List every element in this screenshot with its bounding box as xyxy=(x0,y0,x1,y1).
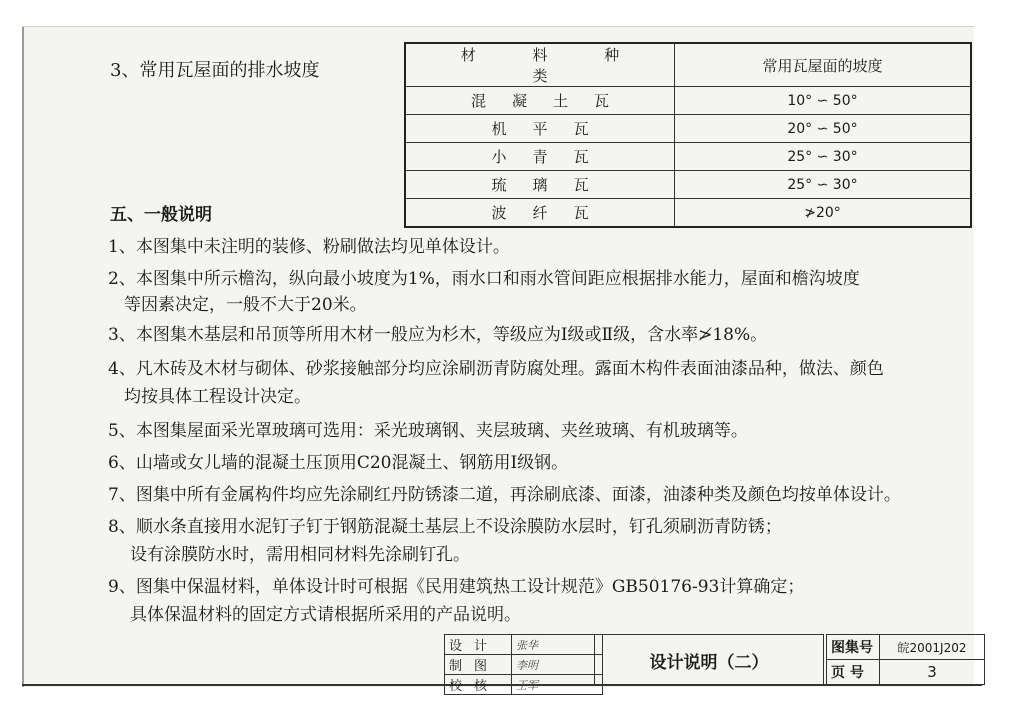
material-cell: 小青瓦 xyxy=(405,143,675,171)
slope-cell: 10° ∽ 50° xyxy=(675,87,972,115)
page-label: 页 号 xyxy=(827,660,880,685)
slope-cell: 25° ∽ 30° xyxy=(675,143,972,171)
signature: 李明 xyxy=(512,655,603,675)
signature: 张华 xyxy=(512,635,603,655)
signature-label: 设计 xyxy=(445,635,512,655)
note-line: 6、山墙或女儿墙的混凝土压顶用C20混凝土、钢筋用Ⅰ级钢。 xyxy=(108,453,569,473)
note-line: 1、本图集中未注明的装修、粉刷做法均见单体设计。 xyxy=(108,237,510,257)
note-line: 等因素决定，一般不大于20米。 xyxy=(124,295,367,315)
note-line: 设有涂膜防水时，需用相同材料先涂刷钉孔。 xyxy=(130,545,470,565)
slope-cell: 20° ∽ 50° xyxy=(675,115,972,143)
atlas-number: 皖2001J202 xyxy=(880,635,985,660)
material-cell: 混凝土瓦 xyxy=(405,87,675,115)
note-line: 均按具体工程设计决定。 xyxy=(124,387,311,407)
atlas-label: 图集号 xyxy=(827,635,880,660)
signature-label: 制图 xyxy=(445,655,512,675)
atlas-info-table xyxy=(826,634,985,685)
material-cell: 机平瓦 xyxy=(405,115,675,143)
table-row xyxy=(405,87,971,115)
note-line: 2、本图集中所示檐沟，纵向最小坡度为1%，雨水口和雨水管间距应根据排水能力，屋面和檐沟坡度 xyxy=(108,269,860,289)
signature-label: 校核 xyxy=(445,675,512,695)
table-row xyxy=(405,171,971,199)
signature: 王军 xyxy=(512,675,603,695)
signature-row xyxy=(445,635,603,655)
signature-row xyxy=(445,675,603,695)
page-row xyxy=(827,660,985,685)
header-material: 材 料 种 类 xyxy=(405,43,675,87)
material-cell: 琉璃瓦 xyxy=(405,171,675,199)
note-line: 3、本图集木基层和吊顶等所用木材一般应为杉木，等级应为Ⅰ级或Ⅱ级，含水率≯18%。 xyxy=(108,325,768,345)
note-line: 5、本图集屋面采光罩玻璃可选用：采光玻璃钢、夹层玻璃、夹丝玻璃、有机玻璃等。 xyxy=(108,421,748,441)
table-header-row xyxy=(405,43,971,87)
table-row xyxy=(405,199,971,228)
note-line: 8、顺水条直接用水泥钉子钉于钢筋混凝土基层上不设涂膜防水层时，钉孔须刷沥青防锈； xyxy=(108,517,782,537)
signature-table xyxy=(444,634,603,695)
signature-row xyxy=(445,655,603,675)
page-number: 3 xyxy=(880,660,985,685)
slope-cell: 25° ∽ 30° xyxy=(675,171,972,199)
table-row xyxy=(405,115,971,143)
section5-heading: 五、一般说明 xyxy=(110,205,212,225)
drawing-title: 设计说明（二） xyxy=(594,634,824,686)
header-slope: 常用瓦屋面的坡度 xyxy=(675,43,972,87)
atlas-row xyxy=(827,635,985,660)
roof-slope-table xyxy=(404,42,972,228)
note-line: 9、图集中保温材料，单体设计时可根据《民用建筑热工设计规范》GB50176-93计算确定； xyxy=(108,577,805,597)
note-line: 具体保温材料的固定方式请根据所采用的产品说明。 xyxy=(130,605,521,625)
material-cell: 波纤瓦 xyxy=(405,199,675,228)
slope-cell: ≯20° xyxy=(675,199,972,228)
note-line: 4、凡木砖及木材与砌体、砂浆接触部分均应涂刷沥青防腐处理。露面木构件表面油漆品种，做法、颜色 xyxy=(108,359,884,379)
section3-heading: 3、常用瓦屋面的排水坡度 xyxy=(110,60,320,81)
note-line: 7、图集中所有金属构件均应先涂刷红丹防锈漆二道，再涂刷底漆、面漆，油漆种类及颜色均按单体设计。 xyxy=(108,485,901,505)
table-row xyxy=(405,143,971,171)
